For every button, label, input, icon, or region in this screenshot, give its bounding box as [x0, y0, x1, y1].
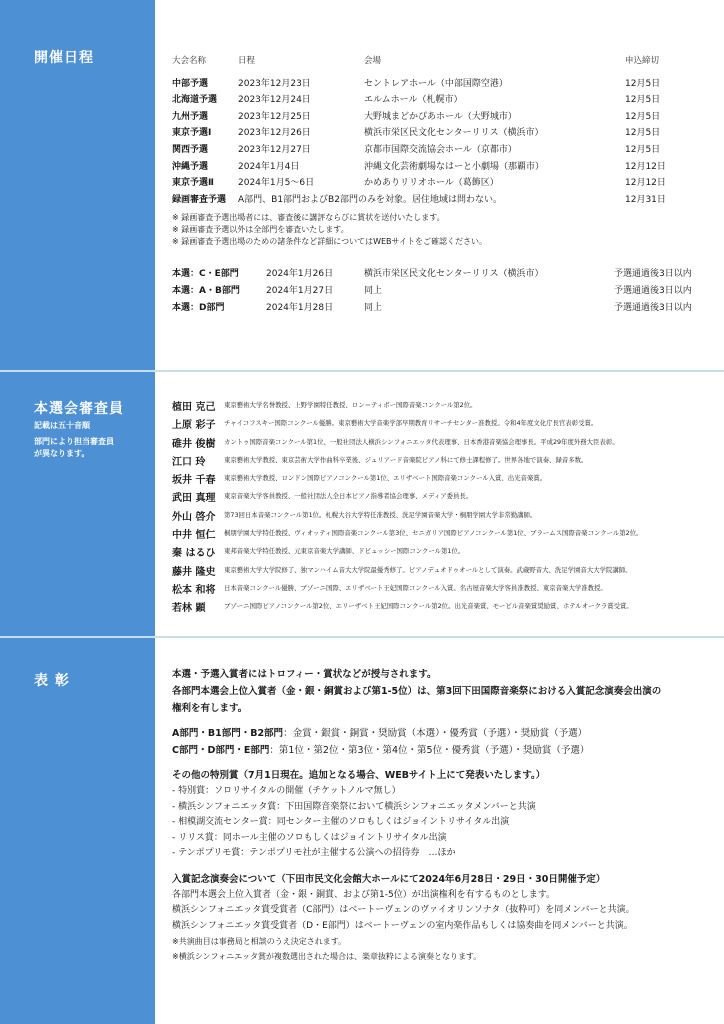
schedule-row — [172, 142, 712, 159]
judge-desc: 東京藝術大学教授、ロンドン国際ピアノコンクール第1位、エリザベート国際音楽コンクール入賞、出光音楽賞。 — [224, 474, 547, 483]
judge-name: 秦 はるひ — [172, 548, 216, 560]
header-venue: 会場 — [364, 56, 382, 66]
schedule-section-title: 開催日程 — [34, 50, 94, 66]
header-date: 日程 — [238, 56, 256, 66]
event-name: 中部予選 — [172, 78, 209, 89]
judge-name: 上原 彩子 — [172, 420, 216, 432]
judge-name: 若林 顕 — [172, 603, 206, 615]
event-date: 2023年12月27日 — [238, 144, 311, 155]
video-row — [172, 192, 712, 209]
judge-name: 碓井 俊樹 — [172, 438, 216, 450]
finals-deadline: 予選通過後3日以内 — [614, 285, 692, 296]
special-item: - リリス賞：同ホール主催のソロもしくはジョイントリサイタル出演 — [172, 832, 447, 843]
judge-name: 中井 恒仁 — [172, 530, 216, 542]
awards-cde — [172, 742, 712, 759]
event-deadline: 12月5日 — [625, 95, 661, 106]
schedule-note: ※ 録画審査予選出場のための諸条件など詳細についてはWEBサイトをご確認ください。 — [172, 237, 487, 247]
finals-venue: 同上 — [364, 302, 383, 313]
concert-note: ※横浜シンフォニエッタ賞が複数選出された場合は、楽章抜粋による演奏となります。 — [172, 952, 482, 961]
special-title: その他の特別賞（7月1日現在。追加となる場合、WEBサイト上にて発表いたします。） — [172, 770, 546, 781]
judge-name: 坂井 千春 — [172, 475, 216, 487]
section-divider — [0, 370, 724, 372]
event-date: 2023年12月24日 — [238, 95, 311, 106]
event-date: 2024年1月4日 — [238, 161, 300, 172]
finals-deadline: 予選通過後3日以内 — [614, 269, 692, 280]
video-name: 録画審査予選 — [172, 194, 227, 205]
finals-row — [172, 283, 712, 300]
finals-date: 2024年1月27日 — [266, 285, 334, 296]
judge-desc: 第73回日本音楽コンクール第1位。札幌大谷大学特任准教授、洗足学園音楽大学・桐朋学園大学非常勤講師。 — [224, 510, 537, 519]
finals-row — [172, 300, 712, 317]
finals-rows — [172, 266, 712, 316]
judge-desc: チャイコフスキー国際コンクール優勝。東京藝術大学音楽学部早期教育リサーチセンター准教授。令和4年度文化庁長官表彰受賞。 — [224, 419, 598, 428]
event-deadline: 12月12日 — [625, 178, 666, 189]
event-name: 沖縄予選 — [172, 161, 209, 172]
schedule-row — [172, 76, 712, 93]
event-deadline: 12月5日 — [625, 144, 661, 155]
event-venue: セントレアホール（中部国際空港） — [364, 78, 508, 89]
event-name: 北海道予選 — [172, 95, 218, 106]
concert-line: 横浜シンフォニエッタ賞受賞者（C部門）はベートーヴェンのヴァイオリンソナタ（抜粋可）を同メンバーと共演。 — [172, 905, 635, 915]
event-name: 東京予選Ⅱ — [172, 178, 214, 189]
judges-note-order: 記載は五十音順 — [34, 421, 90, 430]
event-venue: 京都市国際交流協会ホール（京都市） — [364, 144, 517, 155]
awards-intro: 本選・予選入賞者にはトロフィー・賞状などが授与されます。 — [172, 669, 437, 680]
awards-content — [172, 666, 712, 964]
awards-ab — [172, 725, 712, 742]
judge-row — [172, 581, 712, 599]
judge-desc: 東京音楽大学客員教授、一般社団法人全日本ピアノ指導者協会理事、メディア委員長。 — [224, 492, 473, 501]
finals-venue: 同上 — [364, 285, 383, 296]
finals-name: 本選：C・E部門 — [172, 269, 239, 280]
judges-note-differ: が異なります。 — [34, 449, 90, 458]
special-item: - 特別賞：ソロリサイタルの開催（チケットノルマ無し） — [172, 786, 401, 796]
finals-date: 2024年1月28日 — [266, 302, 334, 313]
video-desc: A部門、B1部門およびB2部門のみを対象。居住地域は問わない。 — [238, 194, 502, 205]
schedule-row — [172, 175, 712, 192]
header-deadline: 申込締切 — [625, 56, 660, 66]
schedule-header-row — [172, 54, 712, 71]
judge-name: 外山 啓介 — [172, 511, 216, 523]
video-deadline: 12月31日 — [625, 194, 666, 205]
judge-row — [172, 453, 712, 471]
judge-name: 藤井 隆史 — [172, 566, 216, 578]
judge-row — [172, 435, 712, 453]
finals-date: 2024年1月26日 — [266, 269, 334, 280]
schedule-row — [172, 92, 712, 109]
event-date: 2023年12月25日 — [238, 111, 311, 122]
awards-ab-text: ：金賞・銀賞・銅賞・奨励賞（本選）・優秀賞（予選）・奨励賞（予選） — [283, 728, 588, 739]
finals-venue: 横浜市栄区民文化センターリリス（横浜市） — [364, 269, 544, 280]
special-item: - 横浜シンフォニエッタ賞：下田国際音楽祭において横浜シンフォニエッタメンバーと共演 — [172, 801, 536, 812]
judge-row — [172, 489, 712, 507]
judges-list — [172, 398, 712, 618]
awards-cde-label: C部門・D部門・E部門 — [172, 745, 270, 756]
section-divider — [0, 636, 724, 638]
schedule-row — [172, 125, 712, 142]
finals-deadline: 予選通過後3日以内 — [614, 302, 692, 313]
event-venue: 大野城まどかぴあホール（大野城市） — [364, 111, 517, 122]
event-venue: 横浜市栄区民文化センターリリス（横浜市） — [364, 128, 544, 139]
schedule-note: ※ 録画審査予選以外は全部門を審査いたします。 — [172, 225, 349, 235]
finals-row — [172, 266, 712, 283]
event-date: 2023年12月26日 — [238, 128, 311, 139]
awards-ab-label: A部門・B1部門・B2部門 — [172, 728, 284, 739]
event-deadline: 12月5日 — [625, 128, 661, 139]
schedule-rows — [172, 76, 712, 192]
judge-desc: 東京藝術大学大学院修了、独マンハイム音大大学院最優秀修了。ピアノデュオドゥオールとして演奏。武蔵野音大、洗足学園音大大学院講師。 — [224, 565, 632, 574]
event-date: 2023年12月23日 — [238, 78, 311, 89]
finals-name: 本選：D部門 — [172, 302, 225, 313]
special-item: - 相模湖交流センター賞：同センター主催のソロもしくはジョイントリサイタル出演 — [172, 817, 510, 827]
concert-line: 各部門本選会上位入賞者（金・銀・銅賞、および第1-5位）が出演権利を有するものとします。 — [172, 889, 555, 900]
schedule-note: ※ 録画審査予選出場者には、審査後に講評ならびに賞状を送付いたします。 — [172, 213, 445, 223]
judge-desc: カントゥ国際音楽コンクール第1位、一般社団法人横浜シンフォニエッタ代表理事、日本香港音楽協会理事長。平成29年度外務大臣表彰。 — [224, 437, 619, 446]
special-item: - テンポプリモ賞：テンポプリモ社が主催する公演への招待券 …ほか — [172, 848, 456, 858]
awards-intro: 権利を有します。 — [172, 703, 248, 714]
event-name: 九州予選 — [172, 111, 209, 122]
judge-desc: ブゾーニ国際ピアノコンクール第2位、エリーザベト王妃国際コンクール第2位。出光音楽賞、モービル音楽賞奨励賞、ホテルオークラ賞受賞。 — [224, 602, 633, 611]
event-date: 2024年1月5〜6日 — [238, 178, 315, 189]
awards-section-title: 表 彰 — [34, 673, 70, 689]
judge-name: 植田 克己 — [172, 402, 216, 413]
schedule-row — [172, 109, 712, 126]
sidebar — [0, 0, 155, 1024]
judges-section-title: 本選会審査員 — [34, 401, 124, 417]
judge-desc: 日本音楽コンクール優勝、ブゾーニ国際、エリザベート王妃国際コンクール入賞。名古屋音楽大学客員准教授、東京音楽大学准教授。 — [224, 583, 607, 592]
judge-row — [172, 526, 712, 544]
judge-row — [172, 544, 712, 562]
event-deadline: 12月5日 — [625, 111, 661, 122]
judge-row — [172, 471, 712, 489]
awards-cde-text: ：第1位・第2位・第3位・第4位・第5位・優秀賞（予選）・奨励賞（予選） — [269, 745, 590, 756]
judge-desc: 東京藝術大学名誉教授、上野学園特任教授、ロン＝ティボー国際音楽コンクール第2位。 — [224, 401, 477, 409]
concert-line: 横浜シンフォニエッタ賞受賞者（D・E部門）はベートーヴェンの室内楽作品もしくは協奏曲を同メンバーと共演。 — [172, 920, 633, 931]
judge-name: 武田 真理 — [172, 493, 216, 505]
event-deadline: 12月12日 — [625, 161, 666, 172]
event-name: 関西予選 — [172, 144, 209, 155]
event-venue: 沖縄文化芸術劇場なはーと小劇場（那覇市） — [364, 161, 545, 172]
schedule-row — [172, 159, 712, 176]
event-deadline: 12月5日 — [625, 78, 661, 89]
judge-desc: 東邦音楽大学特任教授、元東京音楽大学講師、ドビュッシー国際コンクール第1位。 — [224, 547, 465, 556]
judge-name: 松本 和将 — [172, 584, 216, 596]
judge-row — [172, 599, 712, 617]
judge-row — [172, 563, 712, 581]
judge-desc: 桐朋学園大学特任教授、ヴィオッティ国際音楽コンクール第3位、セニガリア国際ピアノコンクール第1位、ブラームス国際音楽コンクール第2位。 — [224, 529, 643, 538]
schedule-table — [172, 54, 712, 316]
concert-title: 入賞記念演奏会について（下田市民文化会館大ホールにて2024年6月28日・29日・30日開催予定） — [172, 873, 606, 885]
judges-note-dept: 部門により担当審査員 — [34, 437, 114, 446]
concert-note: ※共演曲目は事務局と相談のうえ決定されます。 — [172, 937, 347, 946]
finals-name: 本選：A・B部門 — [172, 285, 240, 296]
header-event: 大会名称 — [172, 56, 207, 66]
event-venue: かめありリリオホール（葛飾区） — [364, 178, 499, 189]
judge-row — [172, 398, 712, 416]
judge-desc: 東京藝術大学教授、東京芸術大学作曲科卒業後、ジュリアード音楽院ピアノ科にて修士課程修了。世界各地で演奏、録音多数。 — [224, 455, 588, 464]
event-name: 東京予選Ⅰ — [172, 128, 212, 139]
awards-intro: 各部門本選会上位入賞者（金・銀・銅賞および第1-5位）は、第3回下田国際音楽祭における入賞記念演奏会出演の — [172, 686, 662, 697]
judge-row — [172, 508, 712, 526]
judge-name: 江口 玲 — [172, 456, 206, 468]
judge-row — [172, 416, 712, 434]
event-venue: エルムホール（札幌市） — [364, 95, 463, 106]
